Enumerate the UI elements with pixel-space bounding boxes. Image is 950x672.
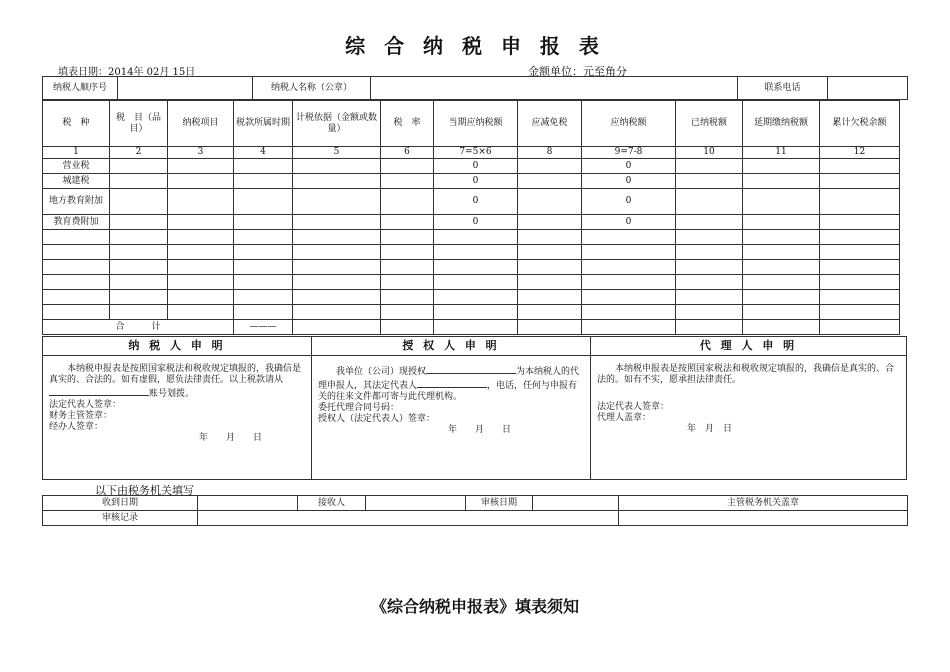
due-amount[interactable]: 0 <box>434 215 518 230</box>
agent-decl-heading: 代 理 人 申 明 <box>591 337 906 356</box>
tax-name: 城建税 <box>43 174 110 189</box>
authorizer-declaration <box>311 337 590 479</box>
tax-name: 地方教育附加 <box>43 189 110 215</box>
auth-text-c: ，电话 <box>487 381 515 391</box>
tax-name: 教育费附加 <box>43 215 110 230</box>
name-label: 纳税人名称（公章） <box>253 77 371 100</box>
total-label: 合 计 <box>43 320 234 335</box>
table-row <box>43 159 900 174</box>
auth-text-a: 我单位（公司）现授权 <box>336 367 427 377</box>
seal-label: 主管税务机关盖章 <box>619 496 908 511</box>
col-number: 9=7-8 <box>582 147 676 159</box>
col-header: 计税依据（金额或数量） <box>293 101 381 147</box>
col-number: 7=5×6 <box>434 147 518 159</box>
phone-input[interactable] <box>828 77 908 100</box>
agent-date[interactable]: 年 月 日 <box>687 424 733 434</box>
col-header: 税 目（品目） <box>110 101 168 147</box>
authorizer-date[interactable]: 年 月 日 <box>448 425 512 435</box>
agent-legal-rep-sign[interactable]: 法定代表人签章： <box>597 402 670 412</box>
taxpayer-decl-text-end: 账号划拨。 <box>149 389 195 399</box>
agent-seal[interactable]: 代理人盖章： <box>597 413 652 423</box>
instructions-title: 《综合纳税申报表》填表须知 <box>370 597 579 616</box>
tax-table <box>42 100 900 335</box>
agent-declaration <box>590 337 906 479</box>
col-header: 延期缴纳税额 <box>743 101 820 147</box>
table-row <box>43 215 900 230</box>
col-number: 8 <box>518 147 582 159</box>
seq-label: 纳税人顺序号 <box>43 77 118 100</box>
amount-unit: 金额单位：元至角分 <box>528 65 627 78</box>
fill-date: 填表日期：2014年 02月 15日 <box>58 67 196 78</box>
tax-office-table <box>42 495 908 526</box>
total-row <box>43 320 900 335</box>
col-header: 税 种 <box>43 101 110 147</box>
col-number: 1 <box>43 147 110 159</box>
col-header: 应减免税 <box>518 101 582 147</box>
finance-sign[interactable]: 财务主管签章： <box>49 411 113 421</box>
tax-name: 营业税 <box>43 159 110 174</box>
phone-label: 联系电话 <box>738 77 828 100</box>
total-period: ——— <box>234 320 293 335</box>
auth-text-d: ，任何与申报有关的往来文件都可寄与此代理机构。 <box>318 381 578 402</box>
due-amount[interactable]: 0 <box>434 159 518 174</box>
contract-number[interactable]: 委托代理合同号码： <box>318 403 400 413</box>
payable-amount[interactable]: 0 <box>582 174 676 189</box>
taxpayer-decl-text: 本纳税申报表是按照国家税法和税收规定填报的，我确信是真实的、合法的。如有虚假，愿负法律责任。以上税款请从 <box>49 364 302 385</box>
name-input[interactable] <box>371 77 738 100</box>
col-number: 5 <box>293 147 381 159</box>
page-title: 综 合 纳 税 申 报 表 <box>345 34 605 58</box>
col-number: 11 <box>743 147 820 159</box>
col-number: 4 <box>234 147 293 159</box>
due-amount[interactable]: 0 <box>434 174 518 189</box>
empty-row <box>43 290 900 305</box>
due-amount[interactable]: 0 <box>434 189 518 215</box>
col-header: 当期应纳税额 <box>434 101 518 147</box>
declarations-section <box>42 336 907 480</box>
seq-input[interactable] <box>118 77 253 100</box>
authorizer-decl-heading: 授 权 人 申 明 <box>312 337 590 356</box>
receiver-label: 接收人 <box>298 496 366 511</box>
review-record-field[interactable] <box>198 511 619 526</box>
review-date-label: 审核日期 <box>466 496 533 511</box>
empty-row <box>43 260 900 275</box>
col-header: 税款所属时期 <box>234 101 293 147</box>
empty-row <box>43 245 900 260</box>
received-date-label: 收到日期 <box>43 496 198 511</box>
col-number: 2 <box>110 147 168 159</box>
col-header: 累计欠税余额 <box>820 101 900 147</box>
seal-area[interactable] <box>619 511 908 526</box>
table-row <box>43 189 900 215</box>
agent-name-field[interactable] <box>426 364 516 374</box>
legal-rep-field[interactable] <box>417 378 487 388</box>
table-row <box>43 174 900 189</box>
payable-amount[interactable]: 0 <box>582 189 676 215</box>
col-number: 6 <box>381 147 434 159</box>
empty-row <box>43 305 900 320</box>
col-header: 已纳税额 <box>676 101 743 147</box>
empty-row <box>43 275 900 290</box>
col-number: 12 <box>820 147 900 159</box>
taxpayer-decl-heading: 纳 税 人 申 明 <box>43 337 311 356</box>
payable-amount[interactable]: 0 <box>582 215 676 230</box>
payable-amount[interactable]: 0 <box>582 159 676 174</box>
account-field[interactable] <box>49 386 149 396</box>
col-header: 税 率 <box>381 101 434 147</box>
authorizer-sign[interactable]: 授权人（法定代表人）签章： <box>318 414 436 424</box>
col-header: 纳税项目 <box>168 101 234 147</box>
review-record-label: 审核记录 <box>43 511 198 526</box>
tax-office-note: 以下由税务机关填写 <box>95 484 194 497</box>
number-row <box>43 147 900 159</box>
header-row <box>43 101 900 147</box>
col-number: 3 <box>168 147 234 159</box>
taxpayer-declaration <box>43 337 311 479</box>
auth-text-b: 为本纳税人的代理申报人，其法定代表人 <box>318 367 580 391</box>
taxpayer-date[interactable]: 年 月 日 <box>199 433 263 443</box>
agent-decl-text: 本纳税申报表是按照国家税法和税收规定填报的，我确信是真实的、合法的。如有不实，愿承担法律责任。 <box>597 364 895 385</box>
empty-row <box>43 230 900 245</box>
taxpayer-info-table <box>42 76 908 100</box>
col-number: 10 <box>676 147 743 159</box>
legal-rep-sign[interactable]: 法定代表人签章： <box>49 400 122 410</box>
col-header: 应纳税额 <box>582 101 676 147</box>
handler-sign[interactable]: 经办人签章： <box>49 422 104 432</box>
